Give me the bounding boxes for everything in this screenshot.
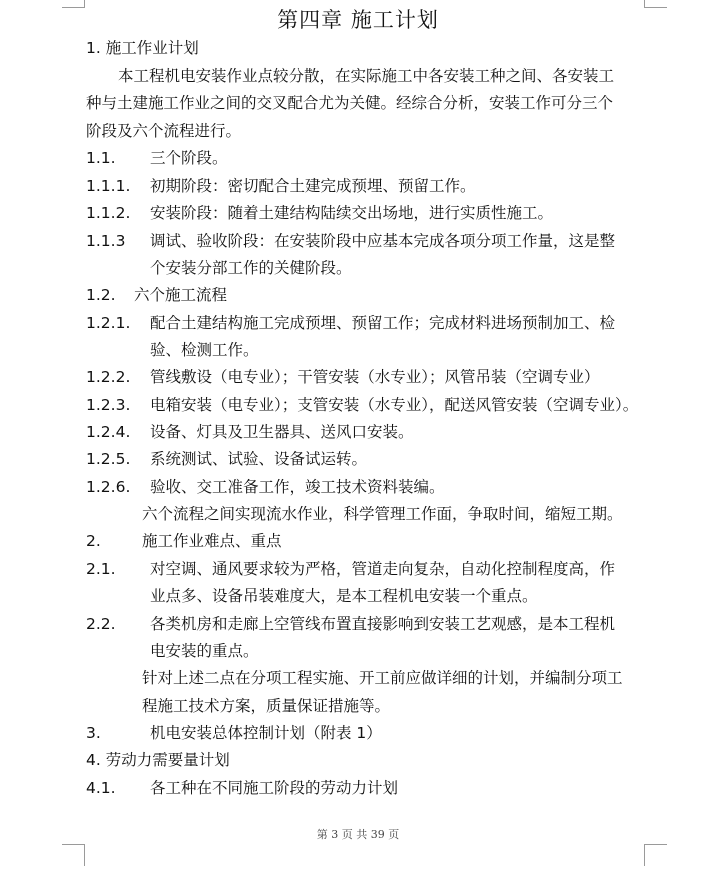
item-1-1-3-text-line-1: 调试、验收阶段：在安装阶段中应基本完成各项分项工作量，这是整 xyxy=(150,232,616,250)
paragraph-2: 六个流程之间实现流水作业，科学管理工作面，争取时间，缩短工期。 xyxy=(142,505,623,523)
section-1-1-number: 1.1. xyxy=(86,149,116,167)
section-3-number: 3. xyxy=(86,724,101,742)
item-1-1-2-number: 1.1.2. xyxy=(86,204,131,222)
item-1-2-1-text-line-2: 验、检测工作。 xyxy=(150,341,259,359)
paragraph-3-line-2: 程施工技术方案，质量保证措施等。 xyxy=(142,697,391,715)
section-2-text: 施工作业难点、重点 xyxy=(142,532,282,550)
item-1-1-2-text: 安装阶段：随着土建结构陆续交出场地，进行实质性施工。 xyxy=(150,204,554,222)
crop-mark-bottom-left-h xyxy=(62,844,84,845)
item-1-1-3-text-line-2: 个安装分部工作的关健阶段。 xyxy=(150,259,352,277)
crop-mark-bottom-left-v xyxy=(84,844,85,866)
item-1-2-4-text: 设备、灯具及卫生器具、送风口安装。 xyxy=(150,423,414,441)
item-1-2-6-text: 验收、交工准备工作，竣工技术资料装编。 xyxy=(150,478,445,496)
section-1-1-text: 三个阶段。 xyxy=(150,149,228,167)
paragraph-1-line-1: 本工程机电安装作业点较分散，在实际施工中各安装工种之间、各安装工 xyxy=(118,67,615,85)
item-1-2-1-number: 1.2.1. xyxy=(86,314,131,332)
paragraph-1-line-2: 种与土建施工作业之间的交叉配合尤为关健。经综合分析，安装工作可分三个 xyxy=(86,94,614,112)
item-1-2-3-text: 电箱安装（电专业）；支管安装（水专业），配送风管安装（空调专业）。 xyxy=(150,396,639,414)
section-2-number: 2. xyxy=(86,532,101,550)
crop-mark-bottom-right-h xyxy=(645,844,667,845)
item-1-1-3-number: 1.1.3 xyxy=(86,232,126,250)
heading-1: 1. 施工作业计划 xyxy=(86,39,199,57)
item-4-1-number: 4.1. xyxy=(86,779,116,797)
item-1-2-4-number: 1.2.4. xyxy=(86,423,131,441)
paragraph-3-line-1: 针对上述二点在分项工程实施、开工前应做详细的计划，并编制分项工 xyxy=(142,669,623,687)
item-1-2-6-number: 1.2.6. xyxy=(86,478,131,496)
paragraph-1-line-3: 阶段及六个流程进行。 xyxy=(86,122,242,140)
item-1-2-2-text: 管线敷设（电专业）；干管安装（水专业）；风管吊装（空调专业） xyxy=(150,368,600,386)
crop-mark-bottom-right-v xyxy=(644,844,645,866)
item-1-2-3-number: 1.2.3. xyxy=(86,396,131,414)
item-1-1-1-text: 初期阶段：密切配合土建完成预埋、预留工作。 xyxy=(150,177,476,195)
chapter-title: 第四章 施工计划 xyxy=(277,8,439,32)
item-2-1-text-line-1: 对空调、通风要求较为严格，管道走向复杂，自动化控制程度高，作 xyxy=(150,560,616,578)
item-2-2-text-line-2: 电安装的重点。 xyxy=(150,642,259,660)
item-1-2-5-text: 系统测试、试验、设备试运转。 xyxy=(150,450,368,468)
page-footer: 第 3 页 共 39 页 xyxy=(316,828,400,841)
item-2-1-number: 2.1. xyxy=(86,560,116,578)
section-3-text: 机电安装总体控制计划（附表 1） xyxy=(150,724,382,742)
section-1-2-number: 1.2. xyxy=(86,286,116,304)
item-2-2-number: 2.2. xyxy=(86,615,116,633)
heading-4: 4. 劳动力需要量计划 xyxy=(86,751,230,769)
item-1-2-1-text-line-1: 配合土建结构施工完成预埋、预留工作；完成材料进场预制加工、检 xyxy=(150,314,616,332)
item-1-2-2-number: 1.2.2. xyxy=(86,368,131,386)
item-4-1-text: 各工种在不同施工阶段的劳动力计划 xyxy=(150,779,399,797)
item-2-2-text-line-1: 各类机房和走廊上空管线布置直接影响到安装工艺观感，是本工程机 xyxy=(150,615,616,633)
item-1-2-5-number: 1.2.5. xyxy=(86,450,131,468)
item-2-1-text-line-2: 业点多、设备吊装难度大，是本工程机电安装一个重点。 xyxy=(150,587,538,605)
section-1-2-text: 六个施工流程 xyxy=(134,286,228,304)
item-1-1-1-number: 1.1.1. xyxy=(86,177,131,195)
